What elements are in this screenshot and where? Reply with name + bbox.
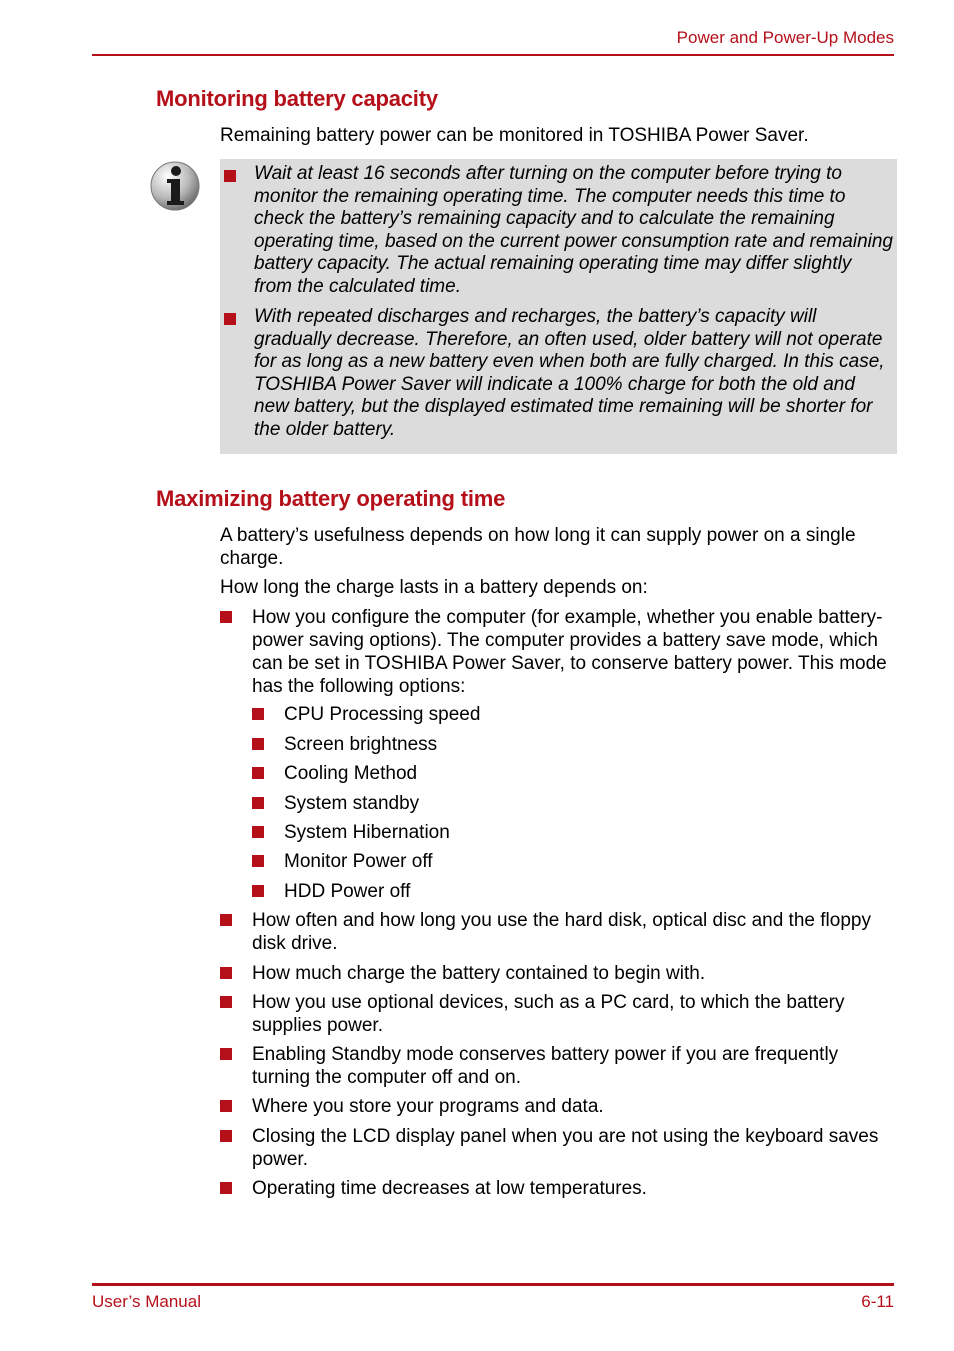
bullet-square bbox=[220, 1182, 232, 1194]
paragraph-intro: Remaining battery power can be monitored in TOSHIBA Power Saver. bbox=[220, 125, 809, 146]
bullet-square bbox=[220, 611, 232, 623]
paragraph-usefulness: A battery’s usefulness depends on how long it can supply power on a single charge. bbox=[220, 525, 856, 569]
bullet-square bbox=[252, 767, 264, 779]
note-item: With repeated discharges and recharges, the battery’s capacity will gradually decrease. Therefore, an often used, older battery will not operate for as long as a new battery even when both are fully charged. In this case, TOSHIBA Power Saver will indicate a 100% charge for both the old and new battery, but the displayed estimated time remaining will be shorter for the older battery. bbox=[254, 306, 885, 440]
page-number: 6-11 bbox=[861, 1292, 894, 1311]
note-box bbox=[220, 159, 897, 454]
bullet-square bbox=[220, 996, 232, 1008]
bullet-square bbox=[252, 708, 264, 720]
bullet-square bbox=[252, 885, 264, 897]
footer-manual-title: User’s Manual bbox=[92, 1292, 201, 1311]
bullet-square bbox=[252, 855, 264, 867]
bullet-square bbox=[252, 738, 264, 750]
bullet-square bbox=[220, 1130, 232, 1142]
bullet-square bbox=[220, 1100, 232, 1112]
note-bullet bbox=[224, 170, 236, 182]
running-header: Power and Power-Up Modes bbox=[676, 28, 894, 47]
note-bullet bbox=[224, 313, 236, 325]
bullet-square bbox=[220, 967, 232, 979]
header-rule bbox=[92, 54, 894, 56]
bullet-square bbox=[252, 797, 264, 809]
paragraph-depends: How long the charge lasts in a battery depends on: bbox=[220, 577, 648, 598]
note-item: Wait at least 16 seconds after turning on the computer before trying to monitor the remaining operating time. The computer needs this time to check the battery’s remaining capacity and to calculate the remaining operating time, based on the current power consumption rate and remaining battery capacity. The actual remaining operating time may differ slightly from the calculated time. bbox=[254, 163, 893, 297]
bullet-square bbox=[252, 826, 264, 838]
info-icon bbox=[149, 160, 201, 212]
bullet-square bbox=[220, 1048, 232, 1060]
footer-rule bbox=[92, 1283, 894, 1286]
section-heading-maximizing: Maximizing battery operating time bbox=[156, 486, 506, 511]
section-heading-monitoring: Monitoring battery capacity bbox=[156, 86, 438, 111]
bullet-square bbox=[220, 914, 232, 926]
